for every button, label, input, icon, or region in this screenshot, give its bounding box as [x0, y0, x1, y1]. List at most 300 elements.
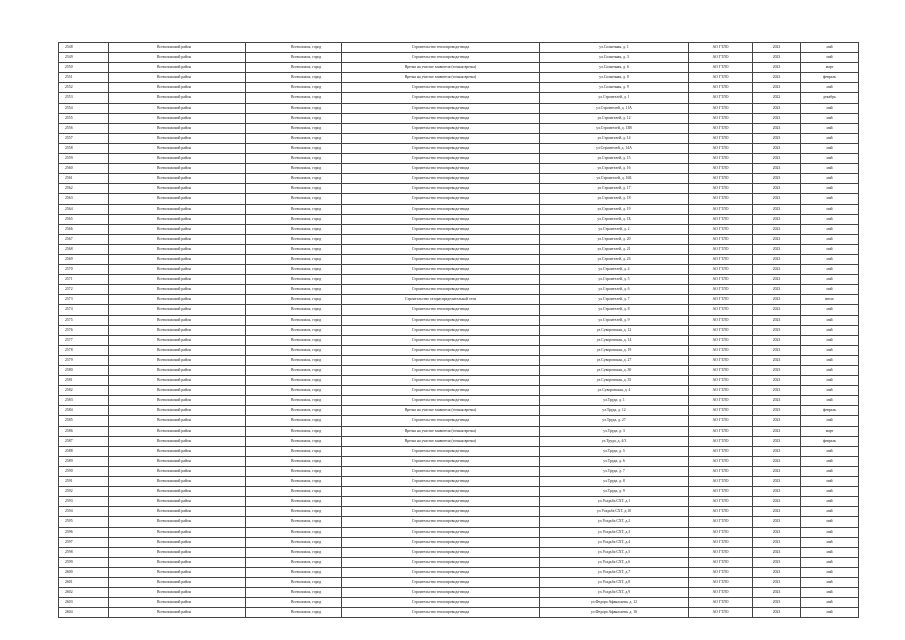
locality-cell: Всеволожск, город	[246, 285, 342, 295]
month-cell: февраль	[801, 436, 859, 446]
address-cell: ул.Усадьба СХТ, д.7	[540, 567, 689, 577]
organization-cell: АО ГТЛО	[689, 73, 753, 83]
year-cell: 2023	[753, 376, 801, 386]
district-cell: Всеволожский район	[109, 73, 246, 83]
year-cell: 2023	[753, 588, 801, 598]
month-cell: май	[801, 265, 859, 275]
work-type-cell: Строительство теплопровода-ввода	[342, 305, 540, 315]
row-number-cell: 2603	[59, 598, 109, 608]
year-cell: 2023	[753, 547, 801, 557]
work-type-cell: Строительство теплопровода-ввода	[342, 608, 540, 618]
locality-cell: Всеволожск, город	[246, 416, 342, 426]
locality-cell: Всеволожск, город	[246, 335, 342, 345]
district-cell: Всеволожский район	[109, 386, 246, 396]
row-number-cell: 2601	[59, 577, 109, 587]
district-cell: Всеволожский район	[109, 164, 246, 174]
work-type-cell: Строительство теплопровода-ввода	[342, 285, 540, 295]
month-cell: май	[801, 466, 859, 476]
organization-cell: АО ГТЛО	[689, 93, 753, 103]
organization-cell: АО ГТЛО	[689, 456, 753, 466]
locality-cell: Всеволожск, город	[246, 456, 342, 466]
row-number-cell: 2574	[59, 305, 109, 315]
year-cell: 2023	[753, 53, 801, 63]
address-cell: ул.Строителей, д. 9	[540, 315, 689, 325]
table-row	[59, 577, 859, 587]
district-cell: Всеволожский район	[109, 53, 246, 63]
organization-cell: АО ГТЛО	[689, 295, 753, 305]
table-row	[59, 396, 859, 406]
organization-cell: АО ГТЛО	[689, 396, 753, 406]
month-cell: май	[801, 416, 859, 426]
work-type-cell: Строительство теплопровода-ввода	[342, 366, 540, 376]
work-type-cell: Врезка на участке заявителя (точная врезка)	[342, 436, 540, 446]
year-cell: 2023	[753, 608, 801, 618]
row-number-cell: 2558	[59, 143, 109, 153]
district-cell: Всеволожский район	[109, 598, 246, 608]
month-cell: май	[801, 376, 859, 386]
year-cell: 2023	[753, 416, 801, 426]
address-cell: ул.Суворовская, д. 4	[540, 386, 689, 396]
organization-cell: АО ГТЛО	[689, 345, 753, 355]
organization-cell: АО ГТЛО	[689, 436, 753, 446]
row-number-cell: 2584	[59, 406, 109, 416]
district-cell: Всеволожский район	[109, 244, 246, 254]
year-cell: 2023	[753, 446, 801, 456]
row-number-cell: 2555	[59, 113, 109, 123]
year-cell: 2023	[753, 537, 801, 547]
row-number-cell: 2596	[59, 527, 109, 537]
row-number-cell: 2557	[59, 133, 109, 143]
month-cell: май	[801, 567, 859, 577]
address-cell: ул.Суворовская, д. 35	[540, 376, 689, 386]
locality-cell: Всеволожск, город	[246, 295, 342, 305]
work-type-cell: Строительство теплопровода-ввода	[342, 527, 540, 537]
row-number-cell: 2577	[59, 335, 109, 345]
organization-cell: АО ГТЛО	[689, 527, 753, 537]
locality-cell: Всеволожск, город	[246, 154, 342, 164]
month-cell: март	[801, 63, 859, 73]
table-row	[59, 164, 859, 174]
locality-cell: Всеволожск, город	[246, 376, 342, 386]
month-cell: май	[801, 103, 859, 113]
locality-cell: Всеволожск, город	[246, 588, 342, 598]
table-row	[59, 406, 859, 416]
organization-cell: АО ГТЛО	[689, 477, 753, 487]
work-type-cell: Строительство теплопровода-ввода	[342, 396, 540, 406]
row-number-cell: 2566	[59, 224, 109, 234]
table-row	[59, 204, 859, 214]
organization-cell: АО ГТЛО	[689, 123, 753, 133]
address-cell: ул.Строителей, д. 19	[540, 204, 689, 214]
year-cell: 2023	[753, 497, 801, 507]
district-cell: Всеволожский район	[109, 456, 246, 466]
district-cell: Всеволожский район	[109, 123, 246, 133]
organization-cell: АО ГТЛО	[689, 103, 753, 113]
row-number-cell: 2569	[59, 254, 109, 264]
work-type-cell: Строительство теплопровода-ввода	[342, 214, 540, 224]
organization-cell: АО ГТЛО	[689, 406, 753, 416]
locality-cell: Всеволожск, город	[246, 507, 342, 517]
address-cell: ул.Строителей, д. 16	[540, 164, 689, 174]
district-cell: Всеволожский район	[109, 557, 246, 567]
month-cell: февраль	[801, 406, 859, 416]
locality-cell: Всеволожск, город	[246, 577, 342, 587]
month-cell: май	[801, 345, 859, 355]
work-type-cell: Строительство теплопровода-ввода	[342, 254, 540, 264]
work-type-cell: Строительство теплопровода-ввода	[342, 133, 540, 143]
address-cell: ул.Солнечная, д. 3	[540, 53, 689, 63]
organization-cell: АО ГТЛО	[689, 446, 753, 456]
organization-cell: АО ГТЛО	[689, 608, 753, 618]
organization-cell: АО ГТЛО	[689, 164, 753, 174]
table-row	[59, 477, 859, 487]
organization-cell: АО ГТЛО	[689, 224, 753, 234]
organization-cell: АО ГТЛО	[689, 355, 753, 365]
locality-cell: Всеволожск, город	[246, 265, 342, 275]
month-cell: май	[801, 174, 859, 184]
organization-cell: АО ГТЛО	[689, 83, 753, 93]
district-cell: Всеволожский район	[109, 254, 246, 264]
month-cell: май	[801, 154, 859, 164]
month-cell: май	[801, 285, 859, 295]
year-cell: 2023	[753, 577, 801, 587]
address-cell: ул.Труда, д. 6	[540, 456, 689, 466]
address-cell: ул.Солнечная, д. 6	[540, 63, 689, 73]
table-row	[59, 355, 859, 365]
address-cell: ул.Строителей, д. 14	[540, 133, 689, 143]
work-type-cell: Строительство теплопровода-ввода	[342, 53, 540, 63]
district-cell: Всеволожский район	[109, 376, 246, 386]
year-cell: 2023	[753, 567, 801, 577]
table-row	[59, 224, 859, 234]
locality-cell: Всеволожск, город	[246, 345, 342, 355]
district-cell: Всеволожский район	[109, 305, 246, 315]
year-cell: 2023	[753, 345, 801, 355]
year-cell: 2023	[753, 315, 801, 325]
month-cell: май	[801, 517, 859, 527]
organization-cell: АО ГТЛО	[689, 265, 753, 275]
district-cell: Всеволожский район	[109, 103, 246, 113]
district-cell: Всеволожский район	[109, 537, 246, 547]
year-cell: 2023	[753, 254, 801, 264]
locality-cell: Всеволожск, город	[246, 83, 342, 93]
district-cell: Всеволожский район	[109, 43, 246, 53]
table-row	[59, 366, 859, 376]
locality-cell: Всеволожск, город	[246, 254, 342, 264]
table-row	[59, 254, 859, 264]
address-cell: ул.Строителей, д. 15	[540, 154, 689, 164]
address-cell: ул.Строителей, д. 16Б	[540, 174, 689, 184]
locality-cell: Всеволожск, город	[246, 527, 342, 537]
table-row	[59, 63, 859, 73]
work-type-cell: Строительство теплопровода-ввода	[342, 577, 540, 587]
address-cell: ул.Строителей, д. 13В	[540, 123, 689, 133]
organization-cell: АО ГТЛО	[689, 547, 753, 557]
row-number-cell: 2559	[59, 154, 109, 164]
row-number-cell: 2549	[59, 53, 109, 63]
table-row	[59, 325, 859, 335]
month-cell: май	[801, 204, 859, 214]
district-cell: Всеволожский район	[109, 83, 246, 93]
month-cell: декабрь	[801, 93, 859, 103]
work-type-cell: Строительство теплопровода-ввода	[342, 194, 540, 204]
address-cell: ул.Строителей, д. 14А	[540, 143, 689, 153]
month-cell: май	[801, 366, 859, 376]
month-cell: май	[801, 83, 859, 93]
table-row	[59, 598, 859, 608]
row-number-cell: 2588	[59, 446, 109, 456]
work-type-cell: Врезка на участке заявителя (точная врезка)	[342, 73, 540, 83]
organization-cell: АО ГТЛО	[689, 416, 753, 426]
table-row	[59, 436, 859, 446]
row-number-cell: 2565	[59, 214, 109, 224]
row-number-cell: 2589	[59, 456, 109, 466]
table-row	[59, 275, 859, 285]
year-cell: 2023	[753, 224, 801, 234]
district-cell: Всеволожский район	[109, 143, 246, 153]
table-row	[59, 557, 859, 567]
year-cell: 2023	[753, 83, 801, 93]
district-cell: Всеволожский район	[109, 577, 246, 587]
district-cell: Всеволожский район	[109, 497, 246, 507]
table-row	[59, 43, 859, 53]
year-cell: 2023	[753, 477, 801, 487]
organization-cell: АО ГТЛО	[689, 234, 753, 244]
organization-cell: АО ГТЛО	[689, 214, 753, 224]
work-type-cell: Врезка на участке заявителя (точная врезка)	[342, 63, 540, 73]
organization-cell: АО ГТЛО	[689, 366, 753, 376]
address-cell: ул.Суворовская, д. 19	[540, 345, 689, 355]
year-cell: 2023	[753, 436, 801, 446]
month-cell: май	[801, 396, 859, 406]
locality-cell: Всеволожск, город	[246, 436, 342, 446]
row-number-cell: 2561	[59, 174, 109, 184]
work-type-cell: Строительство теплопровода-ввода	[342, 244, 540, 254]
district-cell: Всеволожский район	[109, 487, 246, 497]
row-number-cell: 2568	[59, 244, 109, 254]
address-cell: ул.Усадьба СХТ, д.10	[540, 507, 689, 517]
row-number-cell: 2580	[59, 366, 109, 376]
organization-cell: АО ГТЛО	[689, 53, 753, 63]
address-cell: ул.Труда, д. 8	[540, 477, 689, 487]
locality-cell: Всеволожск, город	[246, 174, 342, 184]
year-cell: 2023	[753, 143, 801, 153]
table-row	[59, 285, 859, 295]
organization-cell: АО ГТЛО	[689, 315, 753, 325]
locality-cell: Всеволожск, город	[246, 164, 342, 174]
district-cell: Всеволожский район	[109, 154, 246, 164]
work-type-cell: Строительство теплопровода-ввода	[342, 507, 540, 517]
year-cell: 2023	[753, 386, 801, 396]
year-cell: 2023	[753, 396, 801, 406]
district-cell: Всеволожский район	[109, 507, 246, 517]
row-number-cell: 2554	[59, 103, 109, 113]
work-type-cell: Строительство теплопровода-ввода	[342, 416, 540, 426]
table-row	[59, 588, 859, 598]
year-cell: 2023	[753, 123, 801, 133]
address-cell: ул.Труда, д. 9	[540, 487, 689, 497]
year-cell: 2023	[753, 214, 801, 224]
year-cell: 2023	[753, 174, 801, 184]
month-cell: май	[801, 53, 859, 63]
organization-cell: АО ГТЛО	[689, 174, 753, 184]
work-type-cell: Строительство теплопровода-ввода	[342, 184, 540, 194]
district-cell: Всеволожский район	[109, 396, 246, 406]
year-cell: 2023	[753, 164, 801, 174]
table-row	[59, 487, 859, 497]
month-cell: июль	[801, 295, 859, 305]
address-cell: ул.Строителей, д. 7	[540, 295, 689, 305]
work-type-cell: Строительство теплопровода-ввода	[342, 477, 540, 487]
table-row	[59, 265, 859, 275]
district-cell: Всеволожский район	[109, 547, 246, 557]
organization-cell: АО ГТЛО	[689, 557, 753, 567]
address-cell: ул.Усадьба СХТ, д.6	[540, 557, 689, 567]
district-cell: Всеволожский район	[109, 133, 246, 143]
row-number-cell: 2599	[59, 557, 109, 567]
locality-cell: Всеволожск, город	[246, 234, 342, 244]
row-number-cell: 2560	[59, 164, 109, 174]
address-cell: ул.Суворовская, д. 14	[540, 335, 689, 345]
month-cell: май	[801, 113, 859, 123]
table-row	[59, 53, 859, 63]
locality-cell: Всеволожск, город	[246, 426, 342, 436]
month-cell: май	[801, 537, 859, 547]
district-cell: Всеволожский район	[109, 567, 246, 577]
row-number-cell: 2573	[59, 295, 109, 305]
year-cell: 2023	[753, 598, 801, 608]
work-type-cell: Строительство теплопровода-ввода	[342, 588, 540, 598]
organization-cell: АО ГТЛО	[689, 376, 753, 386]
district-cell: Всеволожский район	[109, 295, 246, 305]
row-number-cell: 2602	[59, 588, 109, 598]
row-number-cell: 2552	[59, 83, 109, 93]
work-type-cell: Строительство теплопровода-ввода	[342, 123, 540, 133]
table-row	[59, 376, 859, 386]
locality-cell: Всеволожск, город	[246, 386, 342, 396]
row-number-cell: 2591	[59, 477, 109, 487]
row-number-cell: 2587	[59, 436, 109, 446]
month-cell: май	[801, 446, 859, 456]
address-cell: ул.Строителей, д. 4	[540, 265, 689, 275]
month-cell: май	[801, 194, 859, 204]
locality-cell: Всеволожск, город	[246, 567, 342, 577]
row-number-cell: 2598	[59, 547, 109, 557]
address-cell: ул.Федора Афанасьева, д. 16	[540, 608, 689, 618]
work-type-cell: Строительство теплопровода-ввода	[342, 325, 540, 335]
address-cell: ул.Солнечная, д. 8	[540, 73, 689, 83]
work-type-cell: Строительство теплопровода-ввода	[342, 113, 540, 123]
month-cell: май	[801, 275, 859, 285]
row-number-cell: 2593	[59, 497, 109, 507]
locality-cell: Всеволожск, город	[246, 497, 342, 507]
row-number-cell: 2595	[59, 517, 109, 527]
address-cell: ул.Строителей, д. 8	[540, 305, 689, 315]
month-cell: май	[801, 527, 859, 537]
locality-cell: Всеволожск, город	[246, 214, 342, 224]
year-cell: 2023	[753, 466, 801, 476]
table-row	[59, 194, 859, 204]
locality-cell: Всеволожск, город	[246, 608, 342, 618]
locality-cell: Всеволожск, город	[246, 73, 342, 83]
year-cell: 2023	[753, 154, 801, 164]
organization-cell: АО ГТЛО	[689, 497, 753, 507]
table-row	[59, 466, 859, 476]
locality-cell: Всеволожск, город	[246, 598, 342, 608]
table-row	[59, 83, 859, 93]
locality-cell: Всеволожск, город	[246, 184, 342, 194]
year-cell: 2023	[753, 133, 801, 143]
table-row	[59, 113, 859, 123]
district-cell: Всеволожский район	[109, 466, 246, 476]
year-cell: 2023	[753, 507, 801, 517]
address-cell: ул.Усадьба СХТ, д.1	[540, 497, 689, 507]
locality-cell: Всеволожск, город	[246, 537, 342, 547]
work-type-cell: Строительство теплопровода-ввода	[342, 466, 540, 476]
year-cell: 2023	[753, 285, 801, 295]
work-type-cell: Строительство теплопровода-ввода	[342, 174, 540, 184]
month-cell: май	[801, 43, 859, 53]
month-cell: май	[801, 164, 859, 174]
organization-cell: АО ГТЛО	[689, 598, 753, 608]
month-cell: май	[801, 234, 859, 244]
address-cell: ул.Суворовская, д. 12	[540, 325, 689, 335]
table-row	[59, 456, 859, 466]
table-row	[59, 416, 859, 426]
organization-cell: АО ГТЛО	[689, 426, 753, 436]
work-type-cell: Строительство теплопровода-ввода	[342, 335, 540, 345]
table-row	[59, 507, 859, 517]
district-cell: Всеволожский район	[109, 275, 246, 285]
organization-cell: АО ГТЛО	[689, 154, 753, 164]
table-row	[59, 608, 859, 618]
organization-cell: АО ГТЛО	[689, 466, 753, 476]
month-cell: май	[801, 254, 859, 264]
district-cell: Всеволожский район	[109, 214, 246, 224]
address-cell: ул.Солнечная, д. 9	[540, 83, 689, 93]
address-cell: ул.Труда, д. 5	[540, 446, 689, 456]
district-cell: Всеволожский район	[109, 608, 246, 618]
address-cell: ул.Строителей, д. 17	[540, 184, 689, 194]
table-row	[59, 143, 859, 153]
organization-cell: АО ГТЛО	[689, 244, 753, 254]
address-cell: ул.Строителей, д. 2	[540, 224, 689, 234]
locality-cell: Всеволожск, город	[246, 93, 342, 103]
locality-cell: Всеволожск, город	[246, 487, 342, 497]
month-cell: май	[801, 497, 859, 507]
month-cell: май	[801, 315, 859, 325]
district-cell: Всеволожский район	[109, 355, 246, 365]
organization-cell: АО ГТЛО	[689, 567, 753, 577]
row-number-cell: 2572	[59, 285, 109, 295]
row-number-cell: 2604	[59, 608, 109, 618]
district-cell: Всеволожский район	[109, 335, 246, 345]
year-cell: 2023	[753, 234, 801, 244]
table-row	[59, 386, 859, 396]
locality-cell: Всеволожск, город	[246, 315, 342, 325]
month-cell: май	[801, 557, 859, 567]
organization-cell: АО ГТЛО	[689, 588, 753, 598]
month-cell: март	[801, 426, 859, 436]
address-cell: ул.Строителей, д. 12	[540, 113, 689, 123]
month-cell: май	[801, 577, 859, 587]
district-cell: Всеволожский район	[109, 325, 246, 335]
district-cell: Всеволожский район	[109, 93, 246, 103]
year-cell: 2023	[753, 295, 801, 305]
locality-cell: Всеволожск, город	[246, 396, 342, 406]
table-row	[59, 234, 859, 244]
work-type-cell: Строительство теплопровода-ввода	[342, 517, 540, 527]
